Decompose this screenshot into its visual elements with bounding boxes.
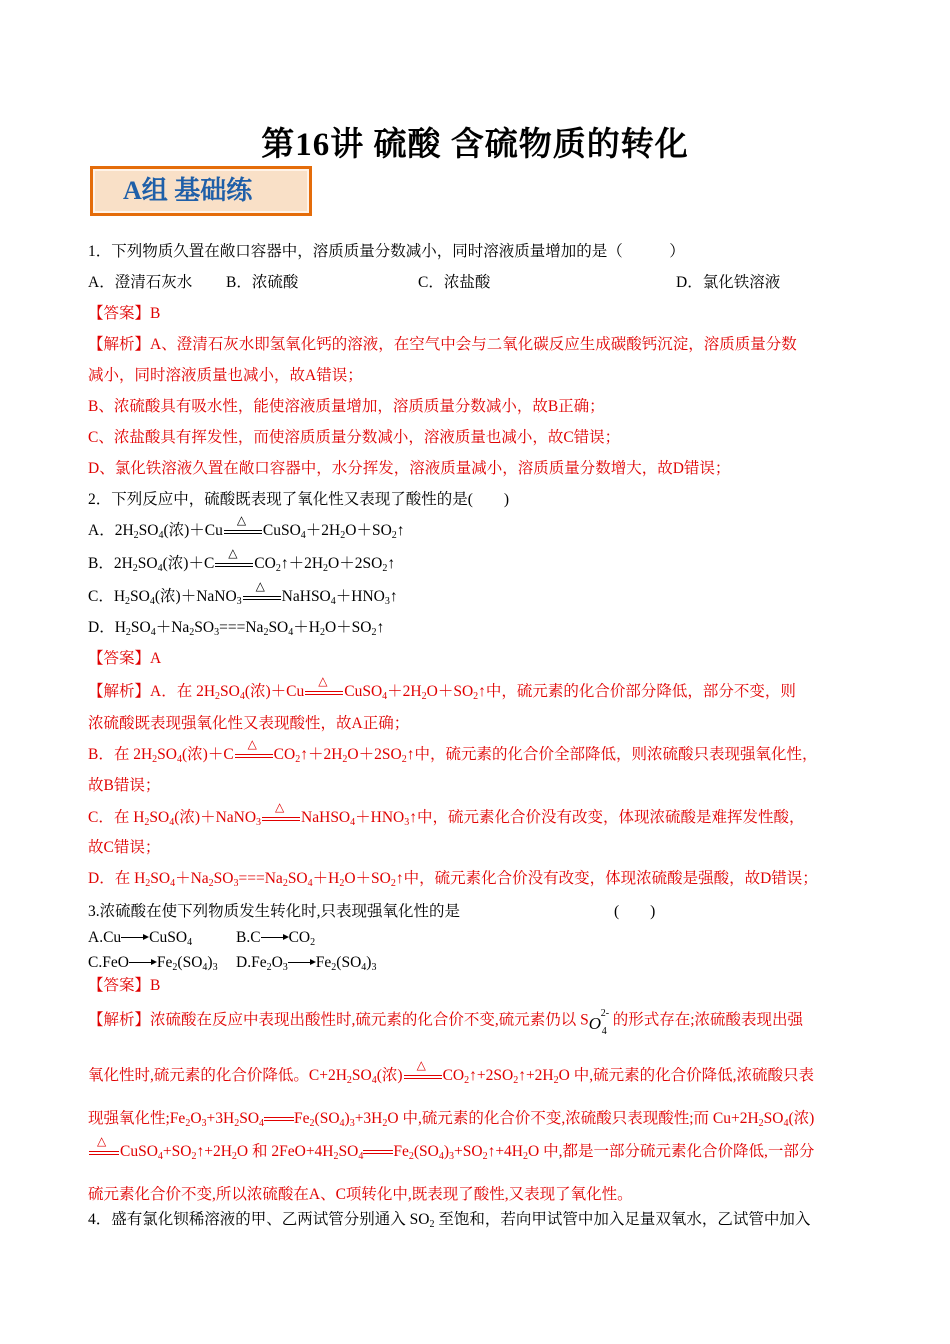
q1-option-d: D．氯化铁溶液 [676, 274, 781, 291]
q4-stem: 4．盛有氯化钡稀溶液的甲、乙两试管分别通入 $SO_2$ 至饱和，若向甲试管中加入足量双氧水，乙试管中加入 [88, 1211, 811, 1230]
q2-analysis-d: D．在 $H_2SO_4+Na_2SO_3===Na_2SO_4+H_2O+SO_2↑$中，硫元素化合价没有改变，体现浓硫酸是强酸，故D错误； [88, 870, 818, 889]
q2-analysis-a-cont: 浓硫酸既表现强氧化性又表现酸性，故A正确； [88, 715, 410, 732]
q3-analysis-line: 硫元素化合价不变,所以浓硫酸在A、C项转化中,既表现了酸性,又表现了氧化性。 [88, 1186, 633, 1203]
q3-option-a: A.Cu CuSO$_4$ [88, 929, 193, 948]
arrow-icon [121, 933, 149, 943]
heat-condition-icon: △ [224, 524, 262, 538]
equals-sign-icon [264, 1115, 294, 1123]
q1-analysis-line: D、氯化铁溶液久置在敞口容器中，水分挥发，溶液质量减小，溶质质量分数增大，故D错误； [88, 460, 731, 477]
q3-option-d: $D.Fe_2O_3$ $Fe_2(SO_4)_3$ [236, 954, 377, 973]
arrow-icon [129, 958, 157, 968]
q1-analysis-line: 减小，同时溶液质量也减小，故A错误； [88, 367, 363, 384]
q1-analysis-line: 【解析】A、澄清石灰水即氢氧化钙的溶液，在空气中会与二氧化碳反应生成碳酸钙沉淀，溶质质量分数 [88, 336, 797, 353]
q2-answer: 【答案】A [88, 650, 162, 667]
q1-option-b: B．浓硫酸 [226, 274, 299, 291]
q2-stem: 2．下列反应中，硫酸既表现了氧化性又表现了酸性的是( ) [88, 491, 510, 508]
q1-answer: 【答案】B [88, 305, 161, 322]
q2-analysis-b-cont: 故B错误； [88, 777, 161, 794]
section-label-box [90, 166, 312, 216]
q3-option-b: B.C $CO_2$ [236, 929, 316, 948]
q1-analysis-line: B、浓硫酸具有吸水性，能使溶液质量增加，溶质质量分数减小，故B正确； [88, 398, 605, 415]
q2-option-a: A．$2H_2SO_4$(浓)＋Cu △ $CuSO_4+2H_2O+SO_2↑$ [88, 513, 405, 541]
q3-stem: 3.浓硫酸在使下列物质发生转化时,只表现强氧化性的是 [88, 903, 461, 920]
q1-analysis-line: C、浓盐酸具有挥发性，而使溶质质量分数减小，溶液质量也减小，故C错误； [88, 429, 621, 446]
arrow-icon [261, 933, 289, 943]
arrow-icon [288, 958, 316, 968]
q2-analysis-a: 【解析】A．在 $2H_2SO_4$(浓)＋Cu △ $CuSO_4+2H_2O+SO_2↑$中，硫元素的化合价部分降低，部分不变，则 [88, 674, 796, 702]
section-label: A组 基础练 [123, 176, 253, 205]
q3-analysis-line: 现强氧化性$;Fe_2O_3+3H_2SO_4$ $Fe_2(SO_4)_3+3H_2O$ 中,硫元素的化合价不变,浓硫酸只表现酸性;而 $Cu+2H_2SO_4$(浓) [88, 1110, 815, 1129]
q3-answer: 【答案】B [88, 977, 161, 994]
q2-analysis-c-cont: 故C错误； [88, 839, 161, 856]
q2-analysis-b: B．在 $2H_2SO_4$(浓)＋C △ $CO_2↑+2H_2O+2SO_2↑$中，硫元素的化合价全部降低，则浓硫酸只表现强氧化性， [88, 737, 818, 765]
page-title: 第16讲 硫酸 含硫物质的转化 [261, 127, 689, 163]
q2-option-c: C．$H_2SO_4$(浓)＋NaNO$_3$ △ $NaHSO_4+HNO_3↑$ [88, 579, 398, 607]
q3-analysis-line: △ $CuSO_4+SO_2↑+2H_2O$ 和 $2FeO+4H_2SO_4$ $Fe_2(SO_4)_3+SO_2↑+4H_2O$ 中,都是一部分硫元素化合价降低,一部分 [88, 1142, 814, 1167]
heat-condition-icon: △ [243, 590, 281, 604]
q3-analysis-line: 氧化性时,硫元素的化合价降低。$C+2H_2SO_4$(浓) △ $CO_2↑+2SO_2↑+2H_2O$ 中,硫元素的化合价降低,浓硫酸只表 [88, 1058, 814, 1086]
q2-analysis-c: C．在 $H_2SO_4$(浓)＋NaNO$_3$ △ $NaHSO_4+HNO_3↑$中，硫元素化合价没有改变，体现浓硫酸是难挥发性酸， [88, 800, 805, 828]
q2-option-b: B．$2H_2SO_4$(浓)＋C △ $CO_2↑+2H_2O+2SO_2↑$ [88, 546, 396, 574]
q3-option-c: C.FeO $Fe_2(SO_4)_3$ [88, 954, 218, 973]
q2-option-d: D．$H_2SO_4+Na_2SO_3===Na_2SO_4+H_2O+SO_2↑$ [88, 619, 385, 638]
q3-answer-paren: ( ) [614, 903, 656, 920]
q1-option-a: A．澄清石灰水 [88, 274, 193, 291]
heat-condition-icon: △ [262, 811, 300, 825]
sulfate-ion-formula: O 2- 4 [588, 1008, 610, 1037]
heat-condition-icon: △ [89, 1145, 119, 1159]
q1-option-c: C．浓盐酸 [418, 274, 491, 291]
equals-sign-icon [363, 1148, 393, 1156]
heat-condition-icon: △ [305, 685, 343, 699]
q3-analysis-line: 【解析】浓硫酸在反应中表现出酸性时,硫元素的化合价不变,硫元素仍以 S O 2- 4 的形式存在;浓硫酸表现出强 [88, 1008, 804, 1037]
heat-condition-icon: △ [404, 1069, 442, 1083]
heat-condition-icon: △ [235, 748, 273, 762]
q1-stem: 1．下列物质久置在敞口容器中，溶质质量分数减小，同时溶液质量增加的是（ ） [88, 243, 685, 260]
heat-condition-icon: △ [215, 557, 253, 571]
